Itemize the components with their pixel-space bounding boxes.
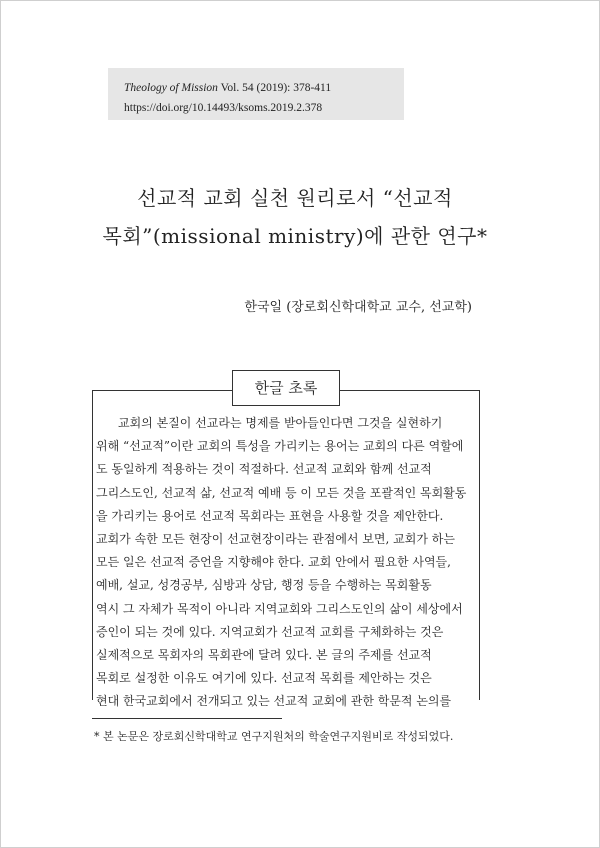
abstract-line: 실제적으로 목회자의 목회관에 달려 있다. 본 글의 주제를 선교적: [96, 647, 432, 662]
journal-name: Theology of Mission: [124, 82, 218, 94]
abstract-line: 그리스도인, 선교적 삶, 선교적 예배 등 이 모든 것을 포괄적인 목회활동: [96, 485, 467, 500]
journal-doi[interactable]: https://doi.org/10.14493/ksoms.2019.2.378: [124, 102, 323, 114]
abstract-line: 예배, 설교, 성경공부, 심방과 상담, 행정 등을 수행하는 목회활동: [96, 578, 432, 593]
abstract-line: 현대 한국교회에서 전개되고 있는 선교적 교회에 관한 학문적 논의를: [96, 694, 452, 709]
paper-title-line-2: 목회”(missional ministry)에 관한 연구*: [102, 224, 488, 248]
footnote-divider: [92, 718, 282, 719]
abstract-line: 을 가리키는 용어로 선교적 목회라는 표현을 사용할 것을 제안한다.: [96, 508, 444, 523]
footnote: * 본 논문은 장로회신학대학교 연구지원처의 학술연구지원비로 작성되었다.: [94, 730, 454, 743]
abstract-body: [96, 412, 476, 713]
abstract-line: 도 동일하게 적용하는 것이 적절하다. 선교적 교회와 함께 선교적: [96, 462, 432, 477]
author-affiliation: 한국일 (장로회신학대학교 교수, 선교학): [244, 300, 472, 315]
paper-title-line-1: 선교적 교회 실천 원리로서 “선교적: [137, 186, 453, 210]
abstract-label: 한글 초록: [232, 370, 340, 406]
abstract-line: 교회의 본질이 선교라는 명제를 받아들인다면 그것을 실현하기: [118, 416, 443, 430]
journal-header: [108, 68, 404, 120]
abstract-line: 증인이 되는 것에 있다. 지역교회가 선교적 교회를 구체화하는 것은: [96, 624, 444, 639]
journal-citation: [124, 78, 404, 98]
abstract-line: 위해 “선교적”이란 교회의 특성을 가리키는 용어는 교회의 다른 역할에: [96, 439, 464, 454]
abstract-line: 교회가 속한 모든 현장이 선교현장이라는 관점에서 보면, 교회가 하는: [96, 531, 455, 546]
journal-volume: Vol. 54 (2019): 378-411: [220, 82, 332, 94]
abstract-line: 역시 그 자체가 목적이 아니라 지역교회와 그리스도인의 삶이 세상에서: [96, 601, 463, 616]
abstract-line: 목회로 설정한 이유도 여기에 있다. 선교적 목회를 제안하는 것은: [96, 671, 432, 686]
abstract-line: 모든 일은 선교적 증언을 지향해야 한다. 교회 안에서 필요한 사역들,: [96, 555, 451, 570]
